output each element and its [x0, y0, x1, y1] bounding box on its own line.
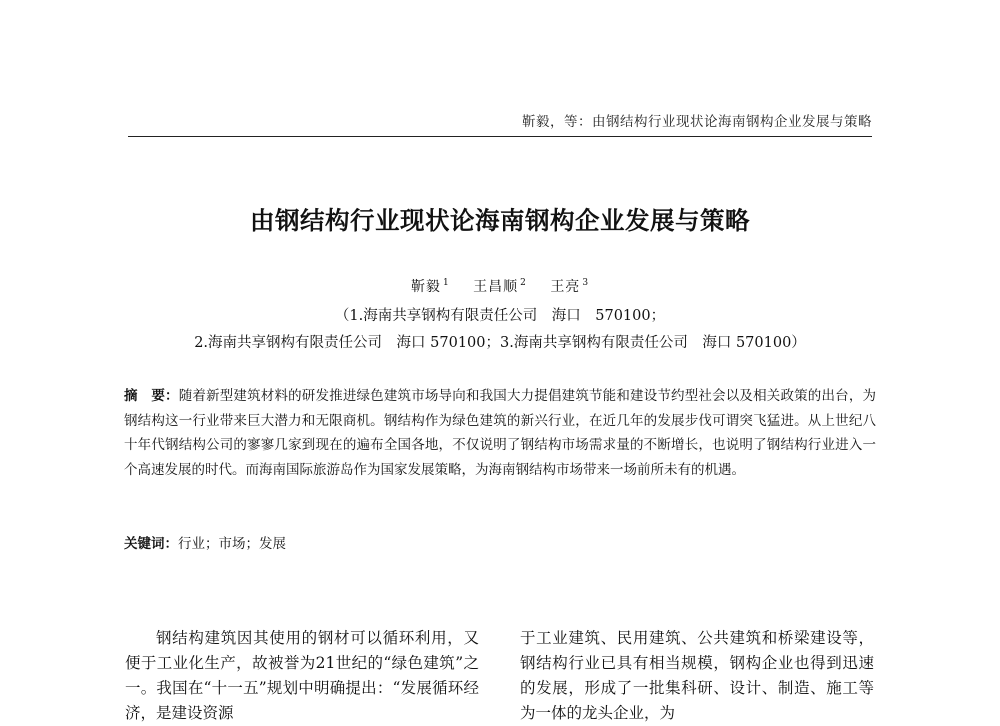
author-name: 王亮	[550, 279, 581, 295]
author-name: 王昌顺	[473, 279, 519, 295]
header-rule	[128, 136, 872, 137]
keywords	[124, 532, 286, 552]
affiliation-line: （1.海南共享钢构有限责任公司 海口 570100；	[334, 308, 666, 324]
author-list	[0, 276, 1000, 296]
author	[550, 279, 589, 295]
abstract-label: 摘 要：	[124, 388, 179, 404]
body-column-left	[125, 626, 479, 726]
body-paragraph: 于工业建筑、民用建筑、公共建筑和桥梁建设等，钢结构行业已具有相当规模，钢构企业也得到迅速的发展，形成了一批集科研、设计、制造、施工等为一体的龙头企业，为	[520, 629, 874, 722]
body-column-right	[520, 626, 874, 726]
abstract-text: 随着新型建筑材料的研发推进绿色建筑市场导向和我国大力提倡建筑节能和建设节约型社会以及相关政策的出台，为钢结构这一行业带来巨大潜力和无限商机。钢结构作为绿色建筑的新兴行业，在近几年的发展步伐可谓突飞猛进。从上世纪八十年代钢结构公司的寥寥几家到现在的遍布全国各地，不仅说明了钢结构市场需求量的不断增长，也说明了钢结构行业进入一个高速发展的时代。而海南国际旅游岛作为国家发展策略，为海南钢结构市场带来一场前所未有的机遇。	[124, 388, 877, 478]
author-affiliation-mark: 1	[442, 278, 450, 289]
running-head: 靳毅，等：由钢结构行业现状论海南钢构企业发展与策略	[522, 114, 872, 130]
body-paragraph: 钢结构建筑因其使用的钢材可以循环利用，又便于工业化生产，故被誉为21世纪的“绿色建筑”之一。我国在“十一五”规划中明确提出：“发展循环经济，是建设资源	[125, 629, 479, 722]
author-name: 靳毅	[410, 279, 441, 295]
author	[473, 279, 527, 295]
author	[411, 279, 450, 295]
author-affiliation-mark: 2	[520, 278, 527, 289]
author-affiliation-mark: 3	[582, 278, 590, 289]
affiliation-line: 2.海南共享钢构有限责任公司 海口 570100；3.海南共享钢构有限责任公司 海口 570100）	[194, 335, 806, 351]
keywords-text: 行业；市场；发展	[178, 536, 286, 552]
keywords-label: 关键词：	[124, 536, 178, 552]
paper-title: 由钢结构行业现状论海南钢构企业发展与策略	[250, 206, 750, 235]
abstract	[124, 384, 876, 482]
